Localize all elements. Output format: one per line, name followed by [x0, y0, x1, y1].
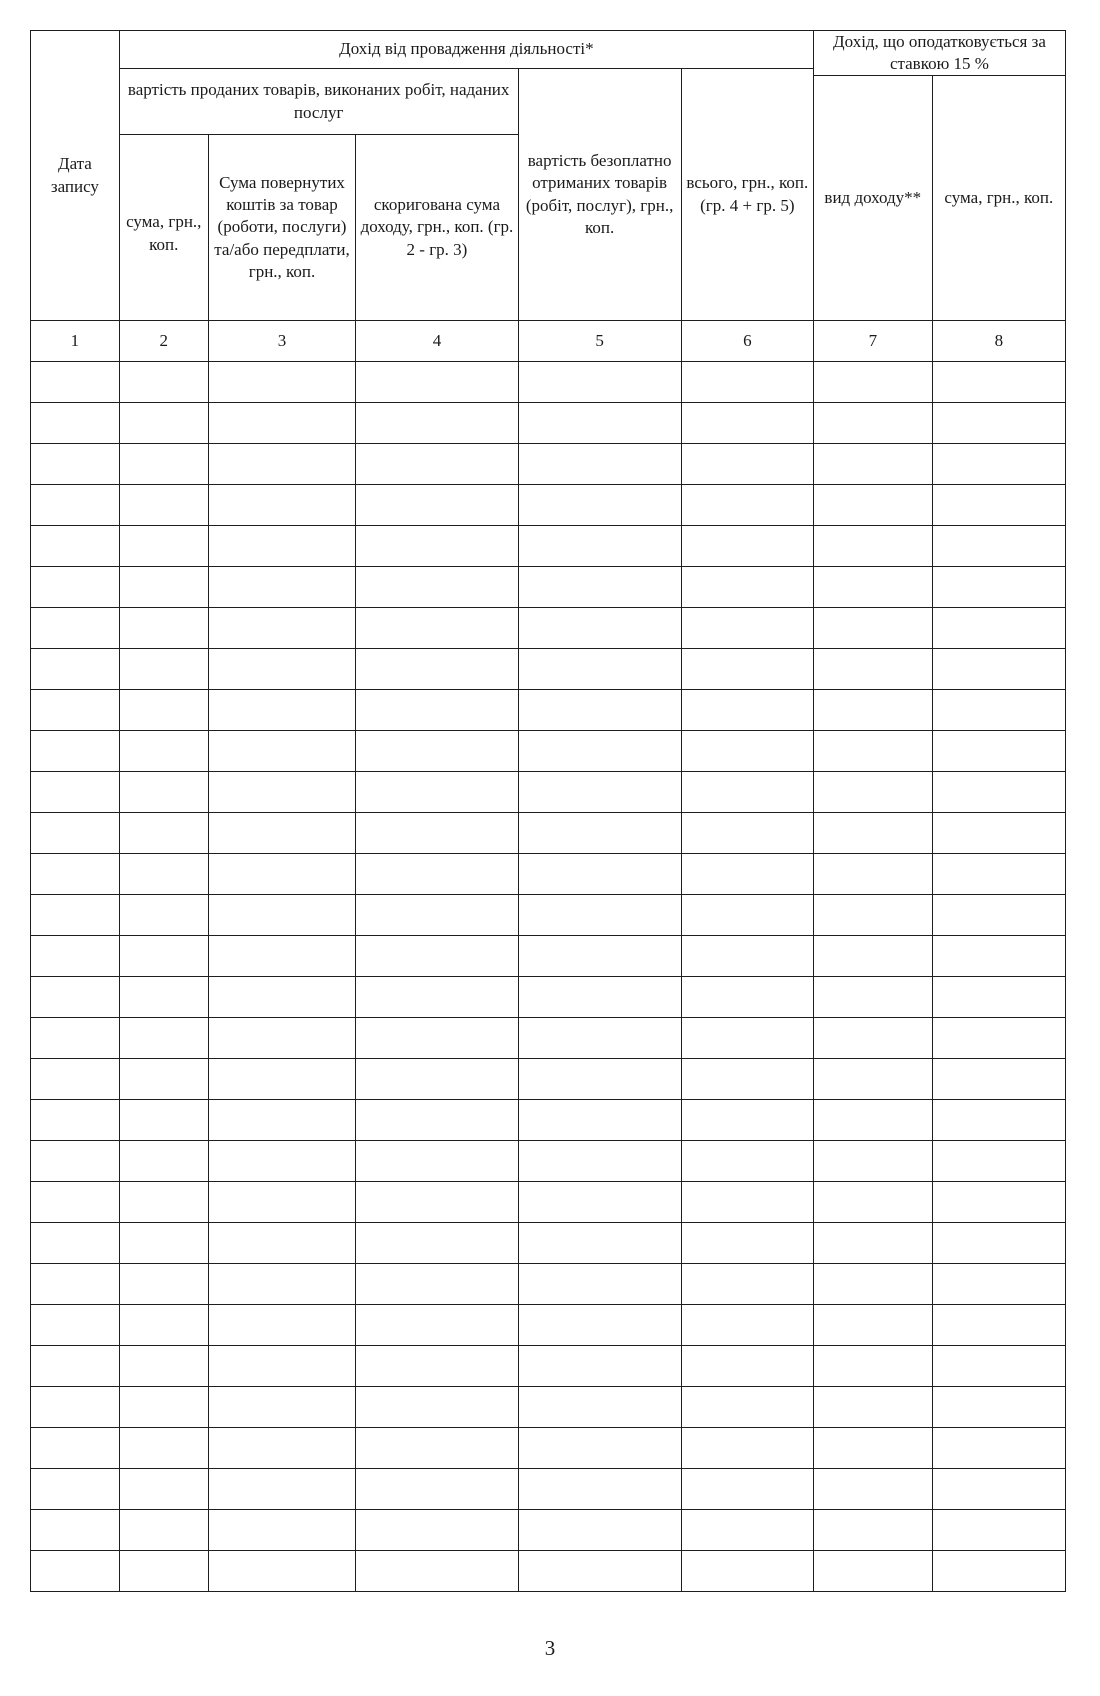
entry-cell[interactable] — [31, 731, 120, 772]
entry-cell[interactable] — [208, 649, 356, 690]
entry-cell[interactable] — [119, 1387, 208, 1428]
entry-cell[interactable] — [518, 1469, 681, 1510]
entry-cell[interactable] — [518, 1059, 681, 1100]
entry-cell[interactable] — [356, 608, 518, 649]
entry-cell[interactable] — [932, 567, 1065, 608]
entry-cell[interactable] — [518, 403, 681, 444]
entry-cell[interactable] — [356, 1264, 518, 1305]
entry-cell[interactable] — [681, 1223, 813, 1264]
header-date: Дата запису — [31, 31, 120, 321]
entry-cell[interactable] — [518, 1305, 681, 1346]
entry-cell[interactable] — [518, 526, 681, 567]
entry-cell[interactable] — [932, 731, 1065, 772]
entry-cell[interactable] — [932, 977, 1065, 1018]
entry-cell[interactable] — [932, 1346, 1065, 1387]
entry-cell[interactable] — [681, 813, 813, 854]
entry-cell[interactable] — [31, 1346, 120, 1387]
header-goods-value: вартість проданих товарів, виконаних робіт, наданих послуг — [119, 69, 518, 135]
table-row — [31, 1018, 1066, 1059]
entry-cell[interactable] — [813, 1387, 932, 1428]
entry-cell[interactable] — [31, 1510, 120, 1551]
entry-cell[interactable] — [119, 567, 208, 608]
entry-cell[interactable] — [208, 1469, 356, 1510]
entry-cell[interactable] — [813, 1428, 932, 1469]
entry-cell[interactable] — [681, 1018, 813, 1059]
entry-cell[interactable] — [681, 690, 813, 731]
entry-cell[interactable] — [681, 977, 813, 1018]
entry-cell[interactable] — [681, 936, 813, 977]
table-row — [31, 1100, 1066, 1141]
entry-cell[interactable] — [518, 1141, 681, 1182]
entry-cell[interactable] — [356, 526, 518, 567]
entry-cell[interactable] — [356, 1182, 518, 1223]
entry-cell[interactable] — [813, 1551, 932, 1592]
column-number-row — [31, 321, 1066, 362]
entry-cell[interactable] — [356, 567, 518, 608]
entry-cell[interactable] — [932, 1141, 1065, 1182]
entry-cell[interactable] — [813, 1305, 932, 1346]
entry-cell[interactable] — [31, 895, 120, 936]
table-row — [31, 403, 1066, 444]
column-number: 3 — [208, 321, 356, 362]
entry-cell[interactable] — [119, 1059, 208, 1100]
entry-cell[interactable] — [31, 608, 120, 649]
entry-cell[interactable] — [31, 1305, 120, 1346]
entry-cell[interactable] — [813, 1141, 932, 1182]
entry-cell[interactable] — [813, 1182, 932, 1223]
entry-cell[interactable] — [932, 1510, 1065, 1551]
entry-cell[interactable] — [119, 526, 208, 567]
entry-cell[interactable] — [208, 1305, 356, 1346]
entry-cell[interactable] — [518, 362, 681, 403]
entry-cell[interactable] — [356, 731, 518, 772]
entry-cell[interactable] — [119, 1428, 208, 1469]
entry-cell[interactable] — [356, 1428, 518, 1469]
entry-cell[interactable] — [932, 1182, 1065, 1223]
entry-cell[interactable] — [31, 1264, 120, 1305]
entry-cell[interactable] — [518, 1387, 681, 1428]
entry-cell[interactable] — [31, 403, 120, 444]
page-number: 3 — [544, 1636, 556, 1660]
entry-cell[interactable] — [518, 936, 681, 977]
entry-cell[interactable] — [356, 485, 518, 526]
table-row — [31, 1551, 1066, 1592]
entry-cell[interactable] — [119, 854, 208, 895]
entry-cell[interactable] — [31, 854, 120, 895]
entry-cell[interactable] — [31, 813, 120, 854]
entry-cell[interactable] — [681, 1141, 813, 1182]
table-row — [31, 1469, 1066, 1510]
entry-cell[interactable] — [31, 1387, 120, 1428]
entry-cell[interactable] — [31, 485, 120, 526]
entry-cell[interactable] — [119, 1469, 208, 1510]
entry-cell[interactable] — [932, 936, 1065, 977]
entry-cell[interactable] — [119, 936, 208, 977]
entry-cell[interactable] — [932, 362, 1065, 403]
entry-cell[interactable] — [356, 772, 518, 813]
table-row — [31, 485, 1066, 526]
entry-cell[interactable] — [681, 772, 813, 813]
entry-cell[interactable] — [518, 813, 681, 854]
entry-cell[interactable] — [518, 485, 681, 526]
entry-cell[interactable] — [356, 1387, 518, 1428]
entry-cell[interactable] — [681, 1305, 813, 1346]
entry-cell[interactable] — [119, 977, 208, 1018]
entry-cell[interactable] — [932, 1387, 1065, 1428]
entry-cell[interactable] — [356, 444, 518, 485]
entry-cell[interactable] — [518, 649, 681, 690]
entry-cell[interactable] — [208, 690, 356, 731]
table-row — [31, 1059, 1066, 1100]
entry-cell[interactable] — [681, 362, 813, 403]
entry-cell[interactable] — [208, 444, 356, 485]
entry-cell[interactable] — [31, 1141, 120, 1182]
column-number: 7 — [813, 321, 932, 362]
header-returned: Сума повернутих коштів за товар (роботи, послуги) та/або передплати, грн., коп. — [208, 135, 356, 321]
entry-cell[interactable] — [31, 444, 120, 485]
entry-cell[interactable] — [681, 1182, 813, 1223]
entry-cell[interactable] — [208, 1141, 356, 1182]
entry-cell[interactable] — [119, 772, 208, 813]
entry-cell[interactable] — [356, 1100, 518, 1141]
entry-cell[interactable] — [518, 1182, 681, 1223]
entry-cell[interactable] — [356, 1346, 518, 1387]
entry-cell[interactable] — [518, 567, 681, 608]
entry-cell[interactable] — [356, 813, 518, 854]
header-adjusted: скоригована сума доходу, грн., коп. (гр. 2 - гр. 3) — [356, 135, 518, 321]
entry-cell[interactable] — [813, 526, 932, 567]
table-row — [31, 813, 1066, 854]
table-row — [31, 362, 1066, 403]
table-row — [31, 1428, 1066, 1469]
entry-cell[interactable] — [208, 526, 356, 567]
entry-cell[interactable] — [813, 567, 932, 608]
entry-cell[interactable] — [518, 772, 681, 813]
entry-cell[interactable] — [813, 649, 932, 690]
entry-cell[interactable] — [681, 854, 813, 895]
entry-cell[interactable] — [119, 1551, 208, 1592]
entry-cell[interactable] — [681, 485, 813, 526]
table-row — [31, 1510, 1066, 1551]
entry-cell[interactable] — [208, 362, 356, 403]
entry-cell[interactable] — [932, 1428, 1065, 1469]
entry-cell[interactable] — [119, 1264, 208, 1305]
entry-cell[interactable] — [208, 608, 356, 649]
entry-cell[interactable] — [932, 1059, 1065, 1100]
entry-cell[interactable] — [518, 608, 681, 649]
entry-cell[interactable] — [208, 977, 356, 1018]
entry-cell[interactable] — [208, 936, 356, 977]
entry-cell[interactable] — [681, 444, 813, 485]
entry-cell[interactable] — [208, 1059, 356, 1100]
entry-cell[interactable] — [356, 895, 518, 936]
entry-cell[interactable] — [932, 1018, 1065, 1059]
entry-cell[interactable] — [518, 977, 681, 1018]
entry-cell[interactable] — [813, 444, 932, 485]
entry-cell[interactable] — [208, 813, 356, 854]
entry-cell[interactable] — [681, 1346, 813, 1387]
header-taxed-amount: сума, грн., коп. — [932, 76, 1065, 321]
entry-cell[interactable] — [119, 485, 208, 526]
entry-cell[interactable] — [813, 403, 932, 444]
entry-cell[interactable] — [681, 526, 813, 567]
entry-cell[interactable] — [356, 1018, 518, 1059]
entry-cell[interactable] — [932, 1469, 1065, 1510]
entry-cell[interactable] — [932, 403, 1065, 444]
entry-cell[interactable] — [208, 1551, 356, 1592]
entry-cell[interactable] — [518, 731, 681, 772]
entry-cell[interactable] — [208, 567, 356, 608]
entry-cell[interactable] — [518, 690, 681, 731]
table-row — [31, 1305, 1066, 1346]
entry-cell[interactable] — [356, 362, 518, 403]
entry-cell[interactable] — [31, 1469, 120, 1510]
entry-cell[interactable] — [813, 1223, 932, 1264]
entry-cell[interactable] — [813, 936, 932, 977]
entry-cell[interactable] — [208, 1100, 356, 1141]
entry-cell[interactable] — [208, 1223, 356, 1264]
entry-cell[interactable] — [356, 1141, 518, 1182]
entry-cell[interactable] — [119, 1346, 208, 1387]
entry-cell[interactable] — [681, 1059, 813, 1100]
entry-cell[interactable] — [813, 1018, 932, 1059]
entry-cell[interactable] — [813, 608, 932, 649]
entry-cell[interactable] — [356, 1551, 518, 1592]
entry-cell[interactable] — [518, 1018, 681, 1059]
entry-cell[interactable] — [813, 485, 932, 526]
entry-cell[interactable] — [31, 526, 120, 567]
entry-cell[interactable] — [932, 608, 1065, 649]
header-income-type: вид доходу** — [813, 76, 932, 321]
entry-cell[interactable] — [813, 1510, 932, 1551]
entry-cell[interactable] — [813, 1100, 932, 1141]
table-row — [31, 1141, 1066, 1182]
entry-cell[interactable] — [356, 1469, 518, 1510]
column-number: 8 — [932, 321, 1065, 362]
table-row — [31, 649, 1066, 690]
table-row — [31, 1182, 1066, 1223]
table-row — [31, 567, 1066, 608]
entry-cell[interactable] — [932, 526, 1065, 567]
entry-cell[interactable] — [208, 895, 356, 936]
table-row — [31, 854, 1066, 895]
entry-cell[interactable] — [208, 854, 356, 895]
entry-cell[interactable] — [31, 977, 120, 1018]
entry-cell[interactable] — [681, 649, 813, 690]
column-number: 6 — [681, 321, 813, 362]
entry-cell[interactable] — [681, 1100, 813, 1141]
entry-cell[interactable] — [119, 690, 208, 731]
entry-cell[interactable] — [119, 608, 208, 649]
entry-cell[interactable] — [813, 1346, 932, 1387]
entry-cell[interactable] — [31, 1551, 120, 1592]
table-row — [31, 772, 1066, 813]
table-row — [31, 977, 1066, 1018]
entry-cell[interactable] — [208, 772, 356, 813]
table-row — [31, 690, 1066, 731]
entry-cell[interactable] — [356, 977, 518, 1018]
entry-cell[interactable] — [31, 1059, 120, 1100]
entry-cell[interactable] — [119, 649, 208, 690]
entry-cell[interactable] — [119, 1141, 208, 1182]
entry-cell[interactable] — [208, 1264, 356, 1305]
header-activity-income: Дохід від провадження діяльності* — [119, 31, 813, 69]
table-row — [31, 895, 1066, 936]
entry-cell[interactable] — [932, 485, 1065, 526]
entry-cell[interactable] — [681, 895, 813, 936]
entry-cell[interactable] — [356, 1223, 518, 1264]
entry-cell[interactable] — [518, 1223, 681, 1264]
table-row — [31, 444, 1066, 485]
entry-cell[interactable] — [813, 813, 932, 854]
entry-cell[interactable] — [813, 1469, 932, 1510]
entry-cell[interactable] — [119, 1018, 208, 1059]
entry-cell[interactable] — [681, 731, 813, 772]
entry-cell[interactable] — [518, 1510, 681, 1551]
entry-cell[interactable] — [813, 854, 932, 895]
entry-cell[interactable] — [208, 1182, 356, 1223]
entry-cell[interactable] — [119, 362, 208, 403]
entry-cell[interactable] — [813, 731, 932, 772]
entry-cell[interactable] — [932, 649, 1065, 690]
entry-cell[interactable] — [356, 1305, 518, 1346]
entry-cell[interactable] — [813, 690, 932, 731]
entry-cell[interactable] — [31, 649, 120, 690]
table-row — [31, 731, 1066, 772]
entry-cell[interactable] — [518, 1346, 681, 1387]
header-amount: сума, грн., коп. — [119, 135, 208, 321]
entry-cell[interactable] — [681, 1428, 813, 1469]
entry-cell[interactable] — [681, 1551, 813, 1592]
entry-cell[interactable] — [518, 1551, 681, 1592]
entry-cell[interactable] — [813, 895, 932, 936]
table-row — [31, 526, 1066, 567]
entry-cell[interactable] — [31, 936, 120, 977]
header-total: всього, грн., коп. (гр. 4 + гр. 5) — [681, 69, 813, 321]
entry-cell[interactable] — [208, 403, 356, 444]
entry-cell[interactable] — [208, 1387, 356, 1428]
entry-cell[interactable] — [932, 1100, 1065, 1141]
column-number: 1 — [31, 321, 120, 362]
entry-cell[interactable] — [119, 1100, 208, 1141]
entry-cell[interactable] — [681, 567, 813, 608]
entry-cell[interactable] — [119, 1305, 208, 1346]
table-row — [31, 936, 1066, 977]
entry-cell[interactable] — [119, 1182, 208, 1223]
entry-cell[interactable] — [208, 1018, 356, 1059]
entry-cell[interactable] — [518, 444, 681, 485]
entry-cell[interactable] — [681, 1510, 813, 1551]
entry-cell[interactable] — [31, 362, 120, 403]
entry-cell[interactable] — [932, 1305, 1065, 1346]
entry-cell[interactable] — [932, 813, 1065, 854]
entry-cell[interactable] — [518, 854, 681, 895]
table-row — [31, 1223, 1066, 1264]
entry-cell[interactable] — [356, 1059, 518, 1100]
entry-cell[interactable] — [119, 895, 208, 936]
table-row — [31, 1387, 1066, 1428]
entry-cell[interactable] — [208, 1510, 356, 1551]
table-row — [31, 1346, 1066, 1387]
entry-cell[interactable] — [356, 936, 518, 977]
entry-cell[interactable] — [813, 977, 932, 1018]
entry-cell[interactable] — [932, 895, 1065, 936]
header-taxed-income: Дохід, що оподатковується за ставкою 15 % — [813, 31, 1065, 76]
entry-cell[interactable] — [119, 403, 208, 444]
entry-cell[interactable] — [932, 690, 1065, 731]
entry-cell[interactable] — [119, 444, 208, 485]
entry-cell[interactable] — [31, 1428, 120, 1469]
entry-cell[interactable] — [813, 362, 932, 403]
entry-cell[interactable] — [208, 1428, 356, 1469]
entry-cell[interactable] — [518, 895, 681, 936]
entry-cell[interactable] — [932, 1223, 1065, 1264]
entry-cell[interactable] — [932, 854, 1065, 895]
entry-cell[interactable] — [932, 772, 1065, 813]
entry-cell[interactable] — [208, 1346, 356, 1387]
entry-cell[interactable] — [681, 403, 813, 444]
entry-cell[interactable] — [119, 813, 208, 854]
table-row — [31, 608, 1066, 649]
entry-cell[interactable] — [681, 1264, 813, 1305]
entry-cell[interactable] — [518, 1100, 681, 1141]
entry-cell[interactable] — [119, 731, 208, 772]
entry-cell[interactable] — [518, 1264, 681, 1305]
entry-cell[interactable] — [31, 1018, 120, 1059]
column-number: 5 — [518, 321, 681, 362]
column-number: 4 — [356, 321, 518, 362]
entry-cell[interactable] — [31, 1223, 120, 1264]
entry-cell[interactable] — [119, 1510, 208, 1551]
entry-cell[interactable] — [31, 567, 120, 608]
entry-cell[interactable] — [356, 649, 518, 690]
table-row — [31, 1264, 1066, 1305]
entry-cell[interactable] — [932, 1264, 1065, 1305]
entry-cell[interactable] — [813, 772, 932, 813]
entry-cell[interactable] — [31, 772, 120, 813]
entry-cell[interactable] — [356, 854, 518, 895]
entry-cell[interactable] — [208, 485, 356, 526]
entry-cell[interactable] — [681, 1469, 813, 1510]
entry-cell[interactable] — [356, 690, 518, 731]
entry-cell[interactable] — [932, 1551, 1065, 1592]
entry-cell[interactable] — [356, 403, 518, 444]
entry-cell[interactable] — [518, 1428, 681, 1469]
entry-cell[interactable] — [31, 1100, 120, 1141]
entry-cell[interactable] — [208, 731, 356, 772]
entry-cell[interactable] — [356, 1510, 518, 1551]
entry-cell[interactable] — [119, 1223, 208, 1264]
entry-cell[interactable] — [681, 608, 813, 649]
entry-cell[interactable] — [813, 1264, 932, 1305]
entry-cell[interactable] — [31, 1182, 120, 1223]
entry-cell[interactable] — [681, 1387, 813, 1428]
column-number: 2 — [119, 321, 208, 362]
header-free-value: вартість безоплатно отриманих товарів (робіт, послуг), грн., коп. — [518, 69, 681, 321]
entry-cell[interactable] — [932, 444, 1065, 485]
entry-cell[interactable] — [813, 1059, 932, 1100]
income-ledger-table — [30, 30, 1066, 1592]
entry-cell[interactable] — [31, 690, 120, 731]
